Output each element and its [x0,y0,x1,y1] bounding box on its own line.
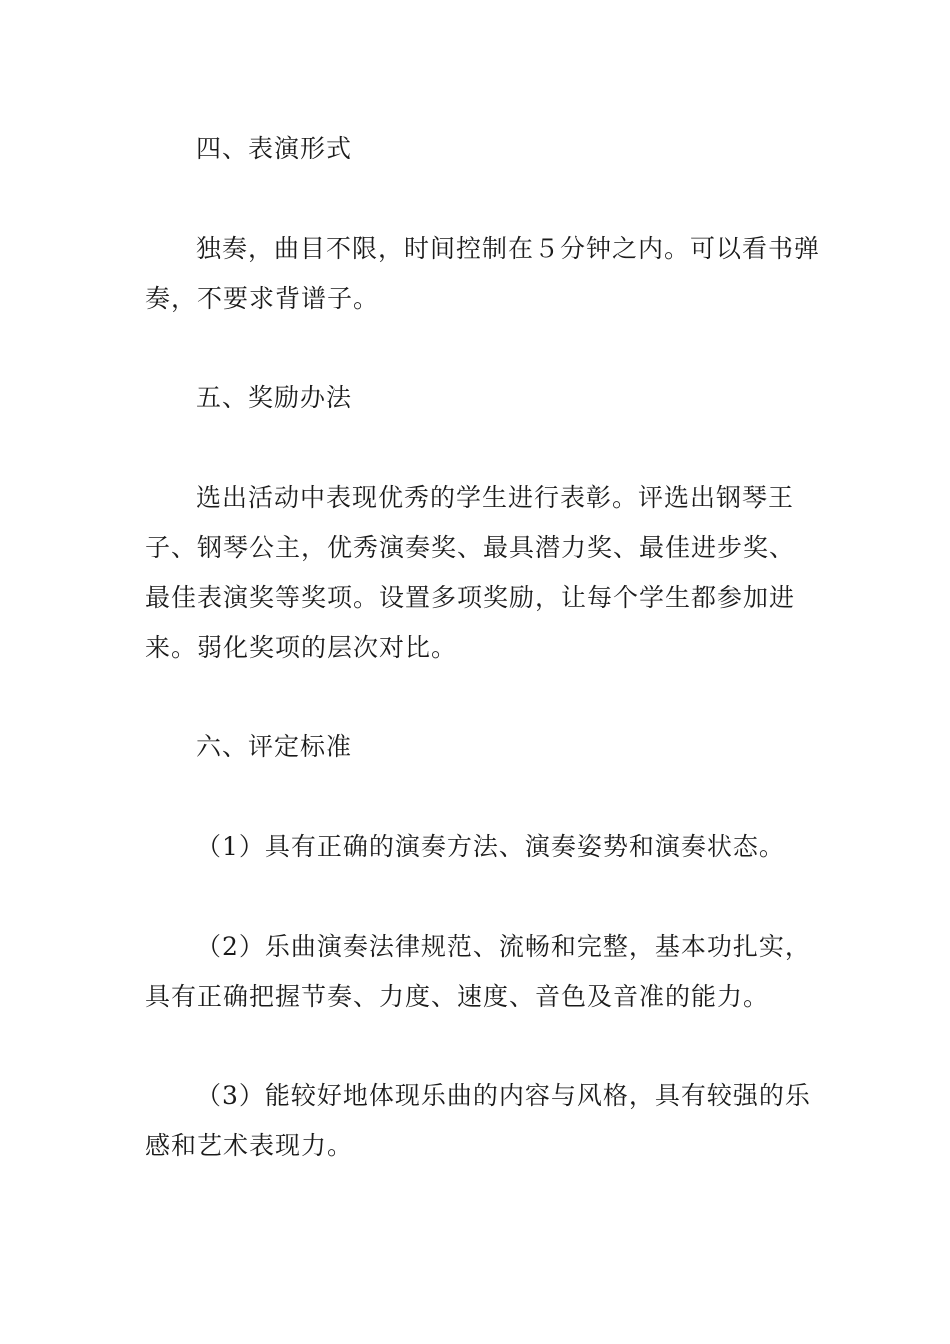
section-heading-criteria: 六、评定标准 [196,732,353,761]
criteria-item-3: （3）能较好地体现乐曲的内容与风格，具有较强的乐 [196,1081,811,1110]
section-heading-performance-form: 四、表演形式 [196,134,353,163]
section-heading-awards: 五、奖励办法 [196,383,353,412]
criteria-item-2: （2）乐曲演奏法律规范、流畅和完整，基本功扎实， [196,932,811,961]
criteria-item-2-continued: 具有正确把握节奏、力度、速度、音色及音准的能力。 [145,982,770,1011]
paragraph-line: 最佳表演奖等奖项。设置多项奖励，让每个学生都参加进 [145,583,796,612]
paragraph-line: 子、钢琴公主，优秀演奏奖、最具潜力奖、最佳进步奖、 [145,533,796,562]
paragraph-line: 来。弱化奖项的层次对比。 [145,633,458,662]
paragraph-line: 选出活动中表现优秀的学生进行表彰。评选出钢琴王 [196,483,795,512]
criteria-item-3-continued: 感和艺术表现力。 [145,1131,354,1160]
criteria-item-1: （1）具有正确的演奏方法、演奏姿势和演奏状态。 [196,832,785,861]
paragraph-line: 独奏，曲目不限，时间控制在５分钟之内。可以看书弹 [196,234,821,263]
paragraph-line: 奏，不要求背谱子。 [145,284,380,313]
